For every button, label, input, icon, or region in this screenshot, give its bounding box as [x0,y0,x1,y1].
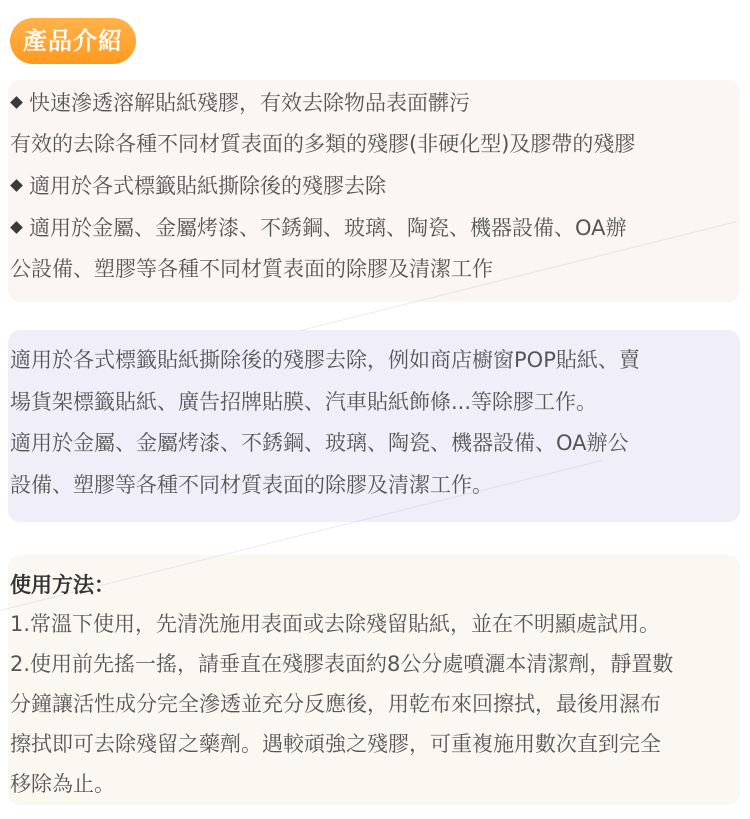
product-intro-badge: 產品介紹 [10,18,136,64]
application-line: 適用於各式標籤貼紙撕除後的殘膠去除，例如商店櫥窗POP貼紙、賣 [10,348,640,372]
feature-line: 適用於金屬、金屬烤漆、不銹鋼、玻璃、陶瓷、機器設備、OA辦 [10,214,627,242]
diamond-bullet-icon [10,96,23,109]
usage-line: 擦拭即可去除殘留之藥劑。遇較頑強之殘膠，可重複施用數次直到完全 [10,732,661,756]
usage-heading: 使用方法： [10,573,115,597]
diamond-bullet-icon [10,221,23,234]
feature-line: 有效的去除各種不同材質表面的多類的殘膠(非硬化型)及膠帶的殘膠 [10,132,636,156]
feature-line: 快速滲透溶解貼紙殘膠，有效去除物品表面髒污 [10,89,470,117]
feature-line: 適用於各式標籤貼紙撕除後的殘膠去除 [10,172,386,200]
application-line: 設備、塑膠等各種不同材質表面的除膠及清潔工作。 [10,473,493,497]
application-line: 場貨架標籤貼紙、廣告招牌貼膜、汽車貼紙飾條...等除膠工作。 [10,390,598,414]
usage-line: 1.常溫下使用，先清洗施用表面或去除殘留貼紙，並在不明顯處試用。 [10,612,661,636]
usage-line: 分鐘讓活性成分完全滲透並充分反應後，用乾布來回擦拭，最後用濕布 [10,692,661,716]
application-line: 適用於金屬、金屬烤漆、不銹鋼、玻璃、陶瓷、機器設備、OA辦公 [10,431,629,455]
usage-line: 移除為止。 [10,772,115,796]
feature-line: 公設備、塑膠等各種不同材質表面的除膠及清潔工作 [10,257,493,281]
diamond-bullet-icon [10,179,23,192]
usage-line: 2.使用前先搖一搖，請垂直在殘膠表面約8公分處噴灑本清潔劑，靜置數 [10,652,674,676]
usage-box [8,555,740,805]
